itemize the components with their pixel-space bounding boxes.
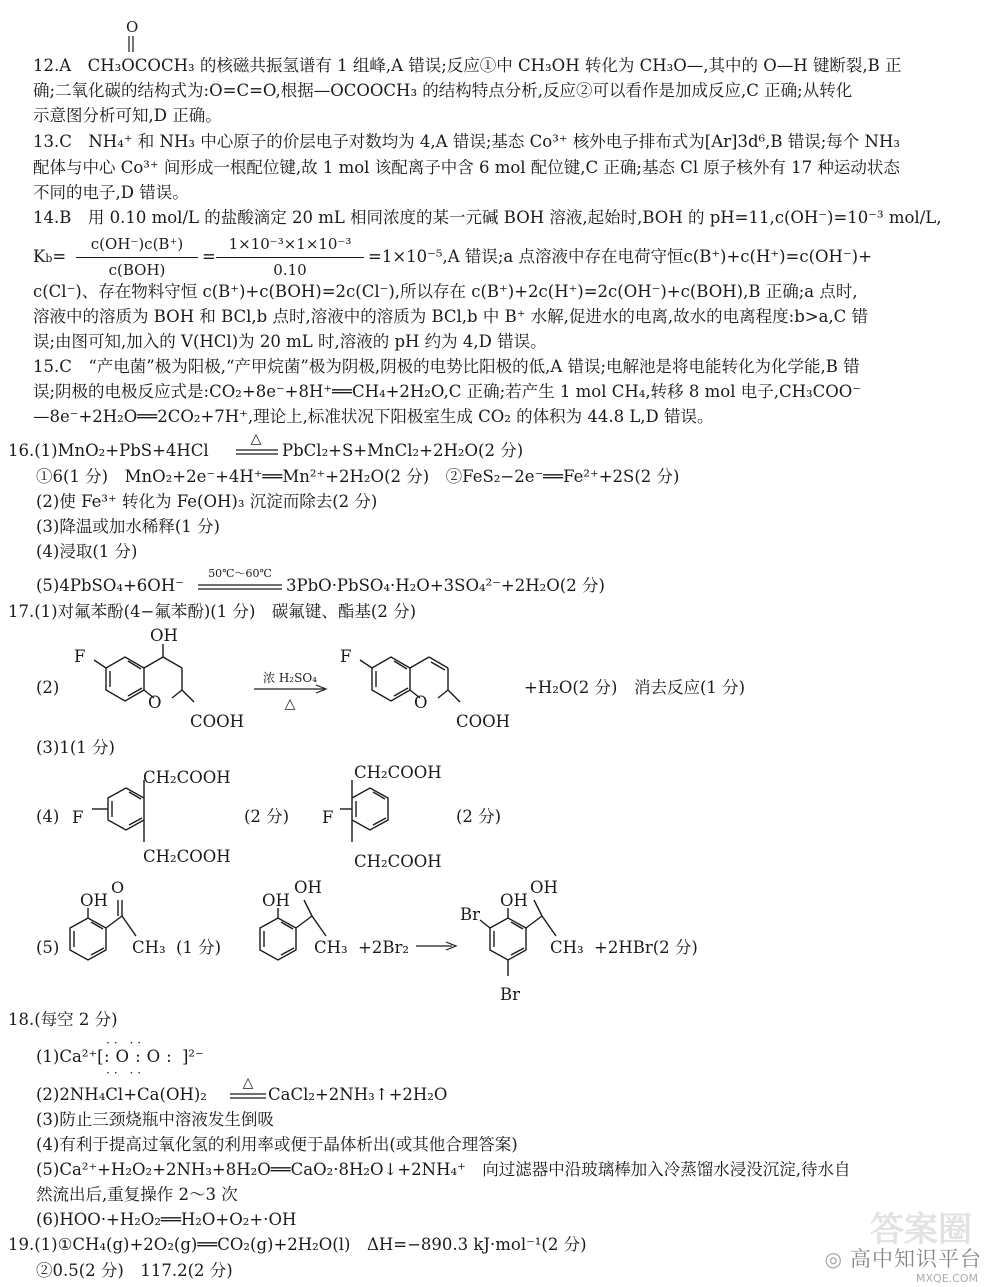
- q13-line1: 13.C NH₄⁺ 和 NH₃ 中心原子的价层电子对数均为 4,A 错误;基态 Co³⁺ 核外电子排布式为[Ar]3d⁶,B 错误;每个 NH₃: [33, 132, 900, 151]
- q18-p4: (4)有利于提高过氧化氢的利用率或便于晶体析出(或其他合理答案): [36, 1135, 518, 1154]
- dots-top: ·· ··: [106, 1036, 146, 1050]
- q18-p3: (3)防止三颈烧瓶中溶液发生倒吸: [36, 1110, 274, 1129]
- ketone-benzene-ring: [70, 918, 106, 960]
- q18-p6: (6)HOO·+H₂O₂══H₂O+O₂+·OH: [36, 1210, 297, 1229]
- q18-p2-left: (2)2NH₄Cl+Ca(OH)₂: [36, 1085, 207, 1104]
- q12-line2: 确;二氧化碳的结构式为:O=C=O,根据—OCOOCH₃ 的结构特点分析,反应②可以看作是加成反应,C 正确;从转化: [33, 81, 853, 100]
- q14-kb-tail: =1×10⁻⁵,A 错误;a 点溶液中存在电荷守恒c(B⁺)+c(H⁺)=c(OH⁻)+: [368, 247, 872, 266]
- kb-equals-2: =: [202, 247, 216, 266]
- q16-p1-left: 16.(1)MnO₂+PbS+4HCl: [8, 441, 209, 460]
- ketone-ch3: CH₃: [132, 938, 166, 957]
- q17-p4-label: (4): [36, 807, 60, 826]
- product-benzene-ring: [372, 657, 410, 701]
- isomer1-f: F: [72, 808, 84, 827]
- isomer2-benzene-ring: [352, 788, 388, 830]
- q14-line5: 误;由图可知,加入的 V(HCl)为 20 mL 时,溶液的 pH 约为 4,D 错误。: [33, 332, 547, 351]
- q18-p1-post: ]²⁻: [182, 1047, 204, 1066]
- q17-p5-label: (5): [36, 938, 60, 957]
- product2-benzene-ring: [490, 918, 526, 960]
- frac1-bar: [76, 257, 198, 258]
- arrow-heat: △: [284, 696, 296, 712]
- frac2-denominator: 0.10: [273, 261, 307, 279]
- carbonyl-o-label: O: [126, 18, 139, 36]
- dots-bottom: ·· ··: [106, 1066, 146, 1080]
- peroxide-electron-dots: :O:O:: [104, 1047, 178, 1066]
- q17-p2-tail: +H₂O(2 分) 消去反应(1 分): [524, 678, 746, 697]
- q16-heat-symbol: △: [250, 431, 262, 447]
- q13-line2: 配体与中心 Co³⁺ 间形成一根配位键,故 1 mol 该配离子中含 6 mol 配位键,C 正确;基态 Cl 原子核外有 17 种运动状态: [33, 158, 900, 177]
- watermark: [762, 1201, 982, 1285]
- wechat-logo-icon: ◎: [824, 1247, 842, 1271]
- reactant-oh-label: OH: [150, 626, 178, 645]
- alcohol-phenol-oh: OH: [262, 891, 290, 910]
- q18-heat-symbol: △: [242, 1075, 254, 1091]
- q12-line3: 示意图分析可知,D 正确。: [33, 106, 222, 125]
- product2-br-bottom: Br: [500, 985, 521, 1004]
- isomer2-ch2cooh-bottom: CH₂COOH: [354, 852, 442, 871]
- q15-line3: —8e⁻+2H₂O══2CO₂+7H⁺,理论上,标准状况下阳极室生成 CO₂ 的体积为 44.8 L,D 错误。: [33, 407, 714, 426]
- q17-p4-score2: (2 分): [456, 807, 502, 826]
- q16-p5-right: 3PbO·PbSO₄·H₂O+3SO₄²⁻+2H₂O(2 分): [286, 576, 605, 595]
- product2-alcohol-oh: OH: [530, 878, 558, 897]
- q18-p2-right: CaCl₂+2NH₃↑+2H₂O: [268, 1085, 448, 1104]
- watermark-text: 高中知识平台: [850, 1247, 982, 1271]
- alcohol-benzene-ring: [260, 918, 296, 960]
- q14-line4: 溶液中的溶质为 BOH 和 BCl,b 点时,溶液中的溶质为 BCl,b 中 B⁺ 水解,促进水的电离,故水的电离程度:b>a,C 错: [33, 307, 869, 326]
- kb-symbol: [33, 246, 66, 270]
- isomer2-ch2cooh-top: CH₂COOH: [354, 763, 442, 782]
- reactant-ring-o: O: [148, 693, 162, 712]
- q19-p1: 19.(1)①CH₄(g)+2O₂(g)══CO₂(g)+2H₂O(l) ΔH=−890.3 kJ·mol⁻¹(2 分): [8, 1235, 587, 1254]
- q14-line3: c(Cl⁻)、存在物料守恒 c(B⁺)+c(BOH)=2c(Cl⁻),所以存在 c(B⁺)+2c(H⁺)=2c(OH⁻)+c(BOH),B 正确;a 点时,: [33, 282, 858, 301]
- q13-line3: 不同的电子,D 错误。: [33, 183, 189, 202]
- q12-line1: 12.A CH₃OCOCH₃ 的核磁共振氢谱有 1 组峰,A 错误;反应①中 CH₃OH 转化为 CH₃O—,其中的 O—H 键断裂,B 正: [33, 56, 902, 75]
- product2-phenol-oh: OH: [500, 891, 528, 910]
- q15-line2: 误;阴极的电极反应式是:CO₂+8e⁻+8H⁺══CH₄+2H₂O,C 正确;若产生 1 mol CH₄,转移 8 mol 电子,CH₃COO⁻: [33, 382, 861, 401]
- product2-ch3: CH₃: [550, 938, 584, 957]
- reactant-benzene-ring: [106, 657, 144, 701]
- q16-eq-sign-2: [196, 583, 284, 591]
- q18-p5a: (5)Ca²⁺+H₂O₂+2NH₃+8H₂O══CaO₂·8H₂O↓+2NH₄⁺ 向过滤器中沿玻璃棒加入冷蒸馏水浸没沉淀,待水自: [36, 1160, 851, 1179]
- frac1-denominator: c(BOH): [108, 261, 166, 279]
- carbonyl-double-bond: [126, 34, 138, 54]
- q17-p5-tail: +2HBr(2 分): [594, 938, 698, 957]
- q14-line1: 14.B 用 0.10 mol/L 的盐酸滴定 20 mL 相同浓度的某一元碱 BOH 溶液,起始时,BOH 的 pH=11,c(OH⁻)=10⁻³ mol/L,: [33, 208, 942, 227]
- q18-p1-pre: (1)Ca²⁺[: [36, 1047, 104, 1066]
- q15-line1: 15.C “产电菌”极为阳极,“产甲烷菌”极为阴极,阴极的电势比阳极的低,A 错误;电解池是将电能转化为化学能,B 错: [33, 357, 860, 376]
- reaction-arrow-2: [414, 940, 458, 952]
- q16-p2: (2)使 Fe³⁺ 转化为 Fe(OH)₃ 沉淀而除去(2 分): [36, 492, 378, 511]
- kb-equals: =: [52, 247, 67, 266]
- q16-p4: (4)浸取(1 分): [36, 542, 138, 561]
- frac2-bar: [216, 257, 364, 258]
- q17-p3: (3)1(1 分): [36, 738, 115, 757]
- isomer2-f: F: [322, 808, 334, 827]
- product-f-label: F: [340, 647, 352, 666]
- q17-p1: 17.(1)对氟苯酚(4−氟苯酚)(1 分) 碳氟键、酯基(2 分): [8, 602, 417, 621]
- q18-eq-sign: [228, 1092, 268, 1100]
- q16-p1-right: PbCl₂+S+MnCl₂+2H₂O(2 分): [282, 441, 524, 460]
- isomer1-benzene-ring: [108, 788, 144, 830]
- product2-br-top: Br: [460, 905, 481, 924]
- isomer1-ch2cooh-top: CH₂COOH: [143, 768, 231, 787]
- q18-p5b: 然流出后,重复操作 2～3 次: [36, 1185, 238, 1204]
- q16-p3: (3)降温或加水稀释(1 分): [36, 517, 220, 536]
- q18-header: 18.(每空 2 分): [8, 1010, 118, 1029]
- arrow-condition-acid: 浓 H₂SO₄: [263, 671, 317, 685]
- watermark-big-text: 答案圈: [870, 1210, 972, 1250]
- q17-p5-score: (1 分): [176, 938, 222, 957]
- isomer1-ch2cooh-bottom: CH₂COOH: [143, 847, 231, 866]
- kb-sub: b: [45, 252, 53, 265]
- alcohol-ch3: CH₃: [314, 938, 348, 957]
- q19-p1b: ②0.5(2 分) 117.2(2 分): [36, 1261, 233, 1280]
- q16-p1b: ①6(1 分) MnO₂+2e⁻+4H⁺══Mn²⁺+2H₂O(2 分) ②FeS₂−2e⁻══Fe²⁺+2S(2 分): [36, 467, 680, 486]
- ketone-phenol-oh: OH: [80, 891, 108, 910]
- frac2-numerator: 1×10⁻³×1×10⁻³: [228, 235, 352, 253]
- reactant-f-label: F: [74, 647, 86, 666]
- reactant-cooh: COOH: [190, 712, 245, 731]
- alcohol-oh: OH: [294, 878, 322, 897]
- frac1-numerator: c(OH⁻)c(B⁺): [90, 235, 184, 253]
- plus-br2: +2Br₂: [358, 938, 409, 957]
- q17-p2-label: (2): [36, 678, 60, 697]
- q17-p4-score1: (2 分): [244, 807, 290, 826]
- q16-temp-condition: 50℃～60℃: [208, 567, 272, 580]
- q16-p5-left: (5)4PbSO₄+6OH⁻: [36, 576, 184, 595]
- q16-eq-sign: [234, 448, 280, 456]
- product-cooh: COOH: [456, 712, 511, 731]
- ketone-o: O: [111, 878, 125, 897]
- product-ring-o: O: [414, 693, 428, 712]
- watermark-site: MXQE.COM: [916, 1272, 978, 1285]
- kb-k: K: [33, 247, 46, 266]
